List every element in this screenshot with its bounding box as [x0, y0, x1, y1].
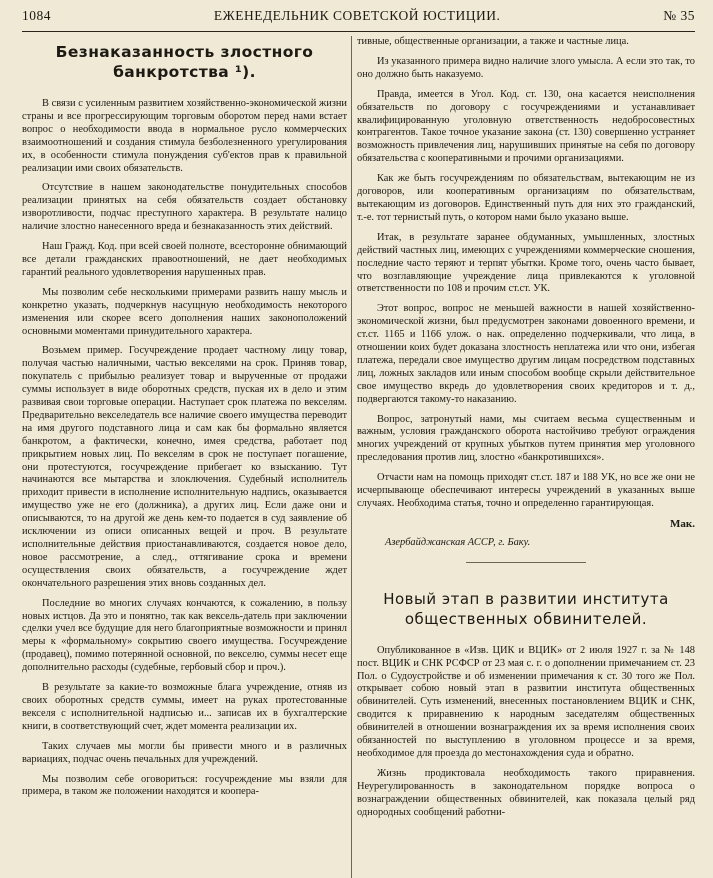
paragraph: Как же быть госучреждениям по обязательствам, вытекающим не из договоров, или кооперативным организациям по обязательствам, вытекающим из договоров. Единственный путь для них это гражданский, т.-е. тот тернистый путь, о котором нами было указано выше. — [357, 173, 695, 223]
paragraph: Мы позволим себе несколькими примерами развить нашу мысль и конкретно указать, подчеркнув насущную необходимость некоторого изменения или скорее всего дополнения наших законоположений основными моментами принудительного характера. — [22, 286, 347, 337]
paragraph: Последние во многих случаях кончаются, к сожалению, в пользу новых истцов. Да это и понятно, так как вексель-датель при заключении сделки учел все будущие для него благоприятные возможности и принял меры к «формальному» сокрытию своего имущества. Госучреждение (продавец), помимо потерянной основной, по векселю, суммы несет еще дополнительно расходы (судебные, гербовый сбор и проч.). — [22, 597, 347, 674]
paragraph: Правда, имеется в Угол. Код. ст. 130, она касается неисполнения обязательств по договору с госучреждениями и устанавливает квалифицированную уголовную ответственность недобросовестных контрагентов. Такое точное указание закона (ст. 130) совершенно устраняет возможность привлечения лиц, нарушивших принятые на себя по договору обязательства с кооперативными и прочими организациями. — [357, 88, 695, 165]
paragraph: Мы позволим себе оговориться: госучреждение мы взяли для примера, в таком же положении находятся и коопера- — [22, 773, 347, 798]
signature-block — [357, 518, 695, 550]
paragraph: тивные, общественные организации, а также и частные лица. — [357, 36, 629, 47]
paragraph: Этот вопрос, вопрос не меньшей важности в нашей хозяйственно-экономической жизни, был предусмотрен законами довоенного времени, и ст.ст. 1165 и 1166 улож. о нак. определенно подчеркивали, что лица, в отношении коих будет доказана злостность неплатежа или что они, избегая платежа, передали свое имущество другим лицам посредством подставных лиц, ложных закладов или иным способом вообще скрыли действительное свое имущество вкредь до удовлетворения своих кредиторов и т. д., подвергаются такому-то наказанию. — [357, 303, 695, 405]
issue-number: № 35 — [663, 8, 695, 23]
right-column — [357, 36, 695, 878]
column-divider — [351, 36, 352, 878]
article-title-2: Новый этап в развитии института общественных обвинителей. — [383, 589, 669, 628]
paragraph: Опубликованное в «Изв. ЦИК и ВЦИК» от 2 июля 1927 г. за № 148 пост. ВЦИК и СНК РСФСР от 23 мая с. г. о дополнении примечанием ст. 23 Пол. о Судоустройстве и об изменении примечания к ст. 30 того же Пол. открывает собою новый этап в развитии института общественных обвинителей. Суть изменений, внесенных постановлением ВЦИК и СНК, сводится к приравнению к народным заседателям общественных обвинителей в отношении вознаграждения их за время исполнения своих обязанностей по выступлению в уголовном процессе и за время, необходимое для проезда до местонахождения суда и обратно. — [357, 644, 695, 759]
header-rule — [22, 31, 695, 32]
article-title: Безнаказанность злостного банкротства ¹). — [55, 43, 314, 81]
page-number: 1084 — [22, 8, 51, 23]
paragraph: Из указанного примера видно наличие злого умысла. А если это так, то оно должно быть наказуемо. — [357, 55, 695, 80]
article-separator — [466, 562, 586, 563]
paragraph: Таких случаев мы могли бы привести много и в различных вариациях, подчас очень печальных для учреждений. — [22, 740, 347, 765]
author-location: Азербайджанская АССР, г. Баку. — [385, 536, 531, 548]
journal-title: ЕЖЕНЕДЕЛЬНИК СОВЕТСКОЙ ЮСТИЦИИ. — [213, 8, 501, 23]
running-header — [22, 8, 695, 30]
author-signature: Мак. — [670, 517, 695, 530]
paragraph: Жизнь продиктовала необходимость такого приравнения. Неурегулированность в законодательном порядке вопроса о вознаграждении общественных обвинителей, как показала целый ряд однородных сообщений работни- — [357, 767, 695, 818]
left-column — [22, 36, 347, 878]
paragraph: Возьмем пример. Госучреждение продает частному лицу товар, получая частью наличными, частью векселями на срок. Приняв товар, покупатель с прибылью реализует товар и вырученные от продажи суммы использует в виде оборотных средств, пуская их в дело и этим развивая свои торговые операции. Наступает срок платежа по векселям. Предварительно векселедатель все наличие своего имущества переводит на имя другого подставного лица и сам как бы формально является банкротом, а фактически, конечно, имея средства, работает под прикрытием новых лиц. По векселям в срок не поступает погашение, они протестуются, госучреждение прибегает ко взысканию. Тут начинаются все мытарства и злоключения. Судебный исполнитель приходит привести в исполнение исполнительную надпись, оказывается имущество уже не его (должника), а других лиц. Если даже они и описываются, то на другой же день кем-то подается в суд заявление об исключении из описи описанных вещей и проч. В результате исполнительные действия приостанавливаются, создается новое дело, новое рассмотрение, а след., оттягивание срока и времени осуществления своих обязательств, а госучреждение ждет окончательного разрешения этих вновь созданных дел. — [22, 345, 347, 589]
paragraph: Итак, в результате заранее обдуманных, умышленных, злостных действий частных лиц, имеющих с учреждениями коммерческие сношения, последние часто теряют и терпят убытки. Кроме того, очень часто бывает, что возглавляющие учреждение лица привлекаются к уголовной ответственности по 108 и прочим ст.ст. УК. — [357, 231, 695, 295]
paragraph: В результате за какие-то возможные блага учреждение, отняв из своих оборотных средств суммы, имеет на руках протестованные векселя с исполнительной надписью и... записав их в бухгалтерские книги, в соответствующий счет, ждет момента реализации их. — [22, 682, 347, 732]
paragraph: Отсутствие в нашем законодательстве понудительных способов реализации принятых на себя обязательств создает обстановку изворотливости, подчас преступного характера. В результате налицо наличие злостно нанесенного вреда и безнаказанность этих действий. — [22, 182, 347, 233]
paragraph: Вопрос, затронутый нами, мы считаем весьма существенным и важным, условия гражданского оборота настойчиво требуют ограждения многих учреждений от крупных убытков путем принятия мер уголовного преследования против лиц, злостно «банкротившихся». — [357, 413, 695, 464]
paragraph: Наш Гражд. Код. при всей своей полноте, всесторонне обнимающий все детали гражданских правоотношений, не дает необходимых гарантий реального удовлетворения нарушенных прав. — [22, 241, 347, 278]
paragraph: В связи с усиленным развитием хозяйственно-экономической жизни страны и все прогрессирующим торговым оборотом перед нами встает вопрос о необходимости ввода в нормальное русло коммерческих взаимоотношений и создания стимула безболезненного урегулирования их, в особенности стимула понуждения суб'ектов прав к правильной реализации ими своих обязательств. — [22, 98, 347, 174]
paragraph: Отчасти нам на помощь приходят ст.ст. 187 и 188 УК, но все же они не исчерпывающе обеспечивают интересы учреждений в указанных выше случаях. Необходима статья, точно и определенно гарантирующая. — [357, 472, 695, 509]
